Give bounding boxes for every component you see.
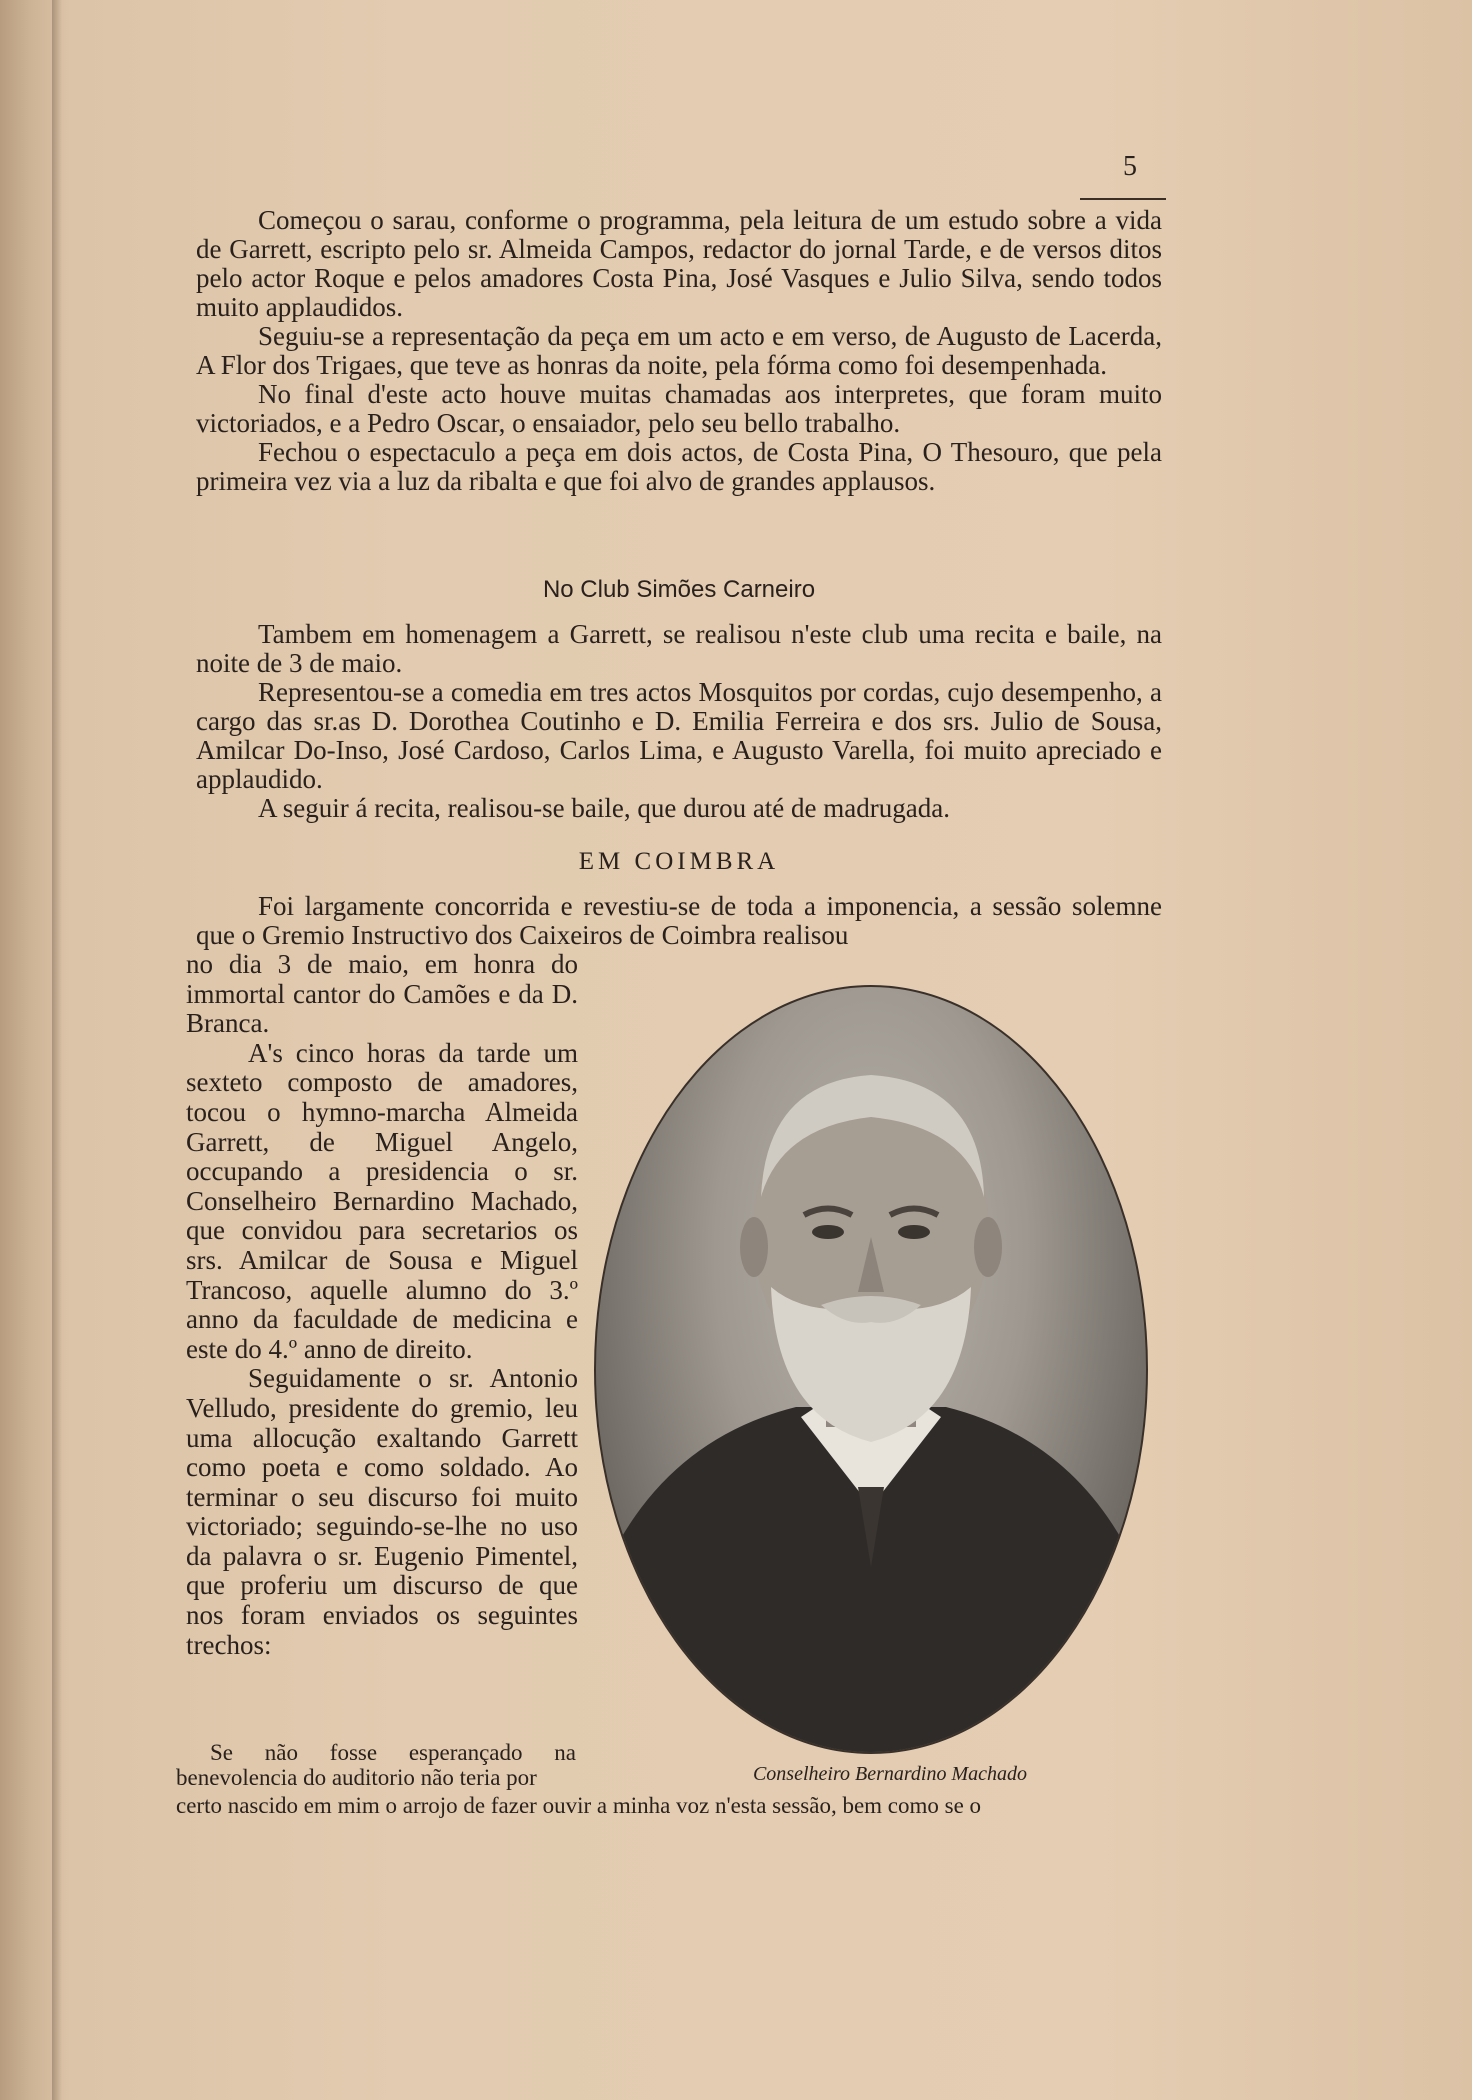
club-paragraphs <box>196 620 1162 823</box>
page-number-rule <box>1080 198 1166 200</box>
paragraph: Representou-se a comedia em tres actos Mosquitos por cordas, cujo desempenho, a cargo das sr.as D. Dorothea Coutinho e D. Emilia Ferreira e dos srs. Julio de Sousa, Amilcar Do-Inso, José Cardoso, Carlos Lima, e Augusto Varella, foi muito apreciado e applaudido. <box>196 677 1162 794</box>
page-number: 5 <box>1123 151 1137 182</box>
paragraph: Foi largamente concorrida e revestiu-se de toda a imponencia, a sessão solemne que o Gremio Instructivo dos Caixeiros de Coimbra realisou <box>196 891 1162 950</box>
paragraph: Começou o sarau, conforme o programma, pela leitura de um estudo sobre a vida de Garrett, escripto pelo sr. Almeida Campos, redactor do jornal Tarde, e de versos ditos pelo actor Roque e pelos amadores Costa Pina, José Vasques e Julio Silva, sendo todos muito applaudidos. <box>196 205 1162 322</box>
paragraph: no dia 3 de maio, em honra do immortal cantor do Camões e da D. Branca. <box>186 949 578 1039</box>
paragraph: No final d'este acto houve muitas chamadas aos interpretes, que foram muito victoriados, e a Pedro Oscar, o ensaiador, pelo seu bello trabalho. <box>196 379 1162 438</box>
section-heading-club: No Club Simões Carneiro <box>542 576 816 603</box>
paragraph: Tambem em homenagem a Garrett, se realisou n'este club uma recita e baile, na noite de 3 de maio. <box>196 619 1162 678</box>
paragraph: Seguiu-se a representação da peça em um acto e em verso, de Augusto de Lacerda, A Flor dos Trigaes, que teve as honras da noite, pela fórma como foi desempenhada. <box>196 321 1162 380</box>
portrait-photo <box>594 985 1148 1754</box>
coimbra-column <box>186 950 578 1660</box>
paragraph: A seguir á recita, realisou-se baile, que durou até de madrugada. <box>258 793 950 823</box>
portrait-caption: Conselheiro Bernardino Machado <box>752 1763 1028 1785</box>
coimbra-intro <box>196 892 1162 950</box>
page-binding-shadow <box>52 0 62 2100</box>
paragraph: Fechou o espectaculo a peça em dois actos, de Costa Pina, O Thesouro, que pela primeira vez via a luz da ribalta e que foi alvo de grandes applausos. <box>196 437 1162 496</box>
quote-start: Se não fosse esperançado na benevolencia do auditorio não teria por <box>176 1740 576 1790</box>
top-paragraphs <box>196 206 1162 496</box>
paragraph: Seguidamente o sr. Antonio Velludo, presidente do gremio, leu uma allocução exaltando Garrett como poeta e como soldado. Ao terminar o seu discurso foi muito victoriado; seguindo-se-lhe no uso da palavra o sr. Eugenio Pimentel, que proferiu um discurso de que nos foram enviados os seguintes trechos: <box>186 1363 578 1660</box>
quote-end: certo nascido em mim o arrojo de fazer ouvir a minha voz n'esta sessão, bem como se o <box>176 1793 982 1818</box>
paragraph: A's cinco horas da tarde um sexteto composto de amadores, tocou o hymno-marcha Almeida Garrett, de Miguel Angelo, occupando a presidencia o sr. Conselheiro Bernardino Machado, que convidou para secretarios os srs. Amilcar de Sousa e Miguel Trancoso, aquelle alumno do 3.º anno da faculdade de medicina e este do 4.º anno de direito. <box>186 1037 578 1364</box>
portrait-figure <box>596 987 1146 1752</box>
section-heading-coimbra: EM COIMBRA <box>578 848 780 875</box>
